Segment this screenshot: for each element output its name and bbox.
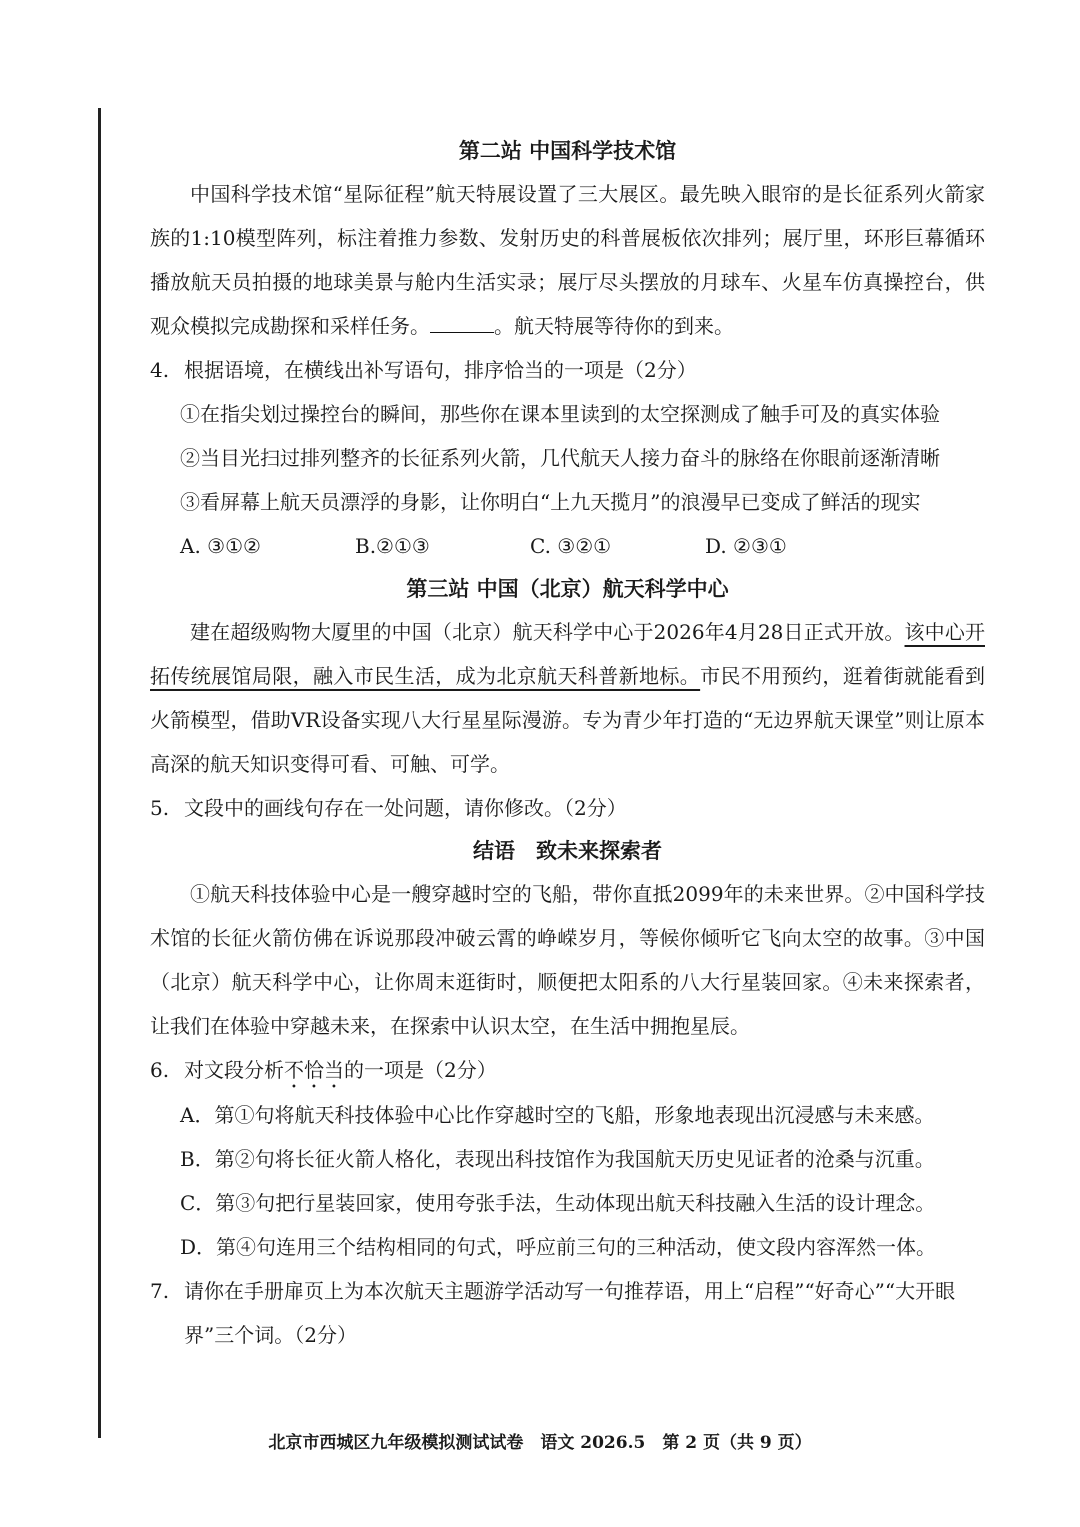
question-7	[150, 1269, 985, 1357]
q4-item-2: ②当目光扫过排列整齐的长征系列火箭，几代航天人接力奋斗的脉络在你眼前逐渐清晰	[180, 446, 940, 470]
station3-text-end: 市民不用预约，逛着街就能看到火箭模型，借助VR设备实现八大行星星际漫游。专为青少年打造的“无边界航天课堂”则让原本高深的航天知识变得可看、可触、可学。	[150, 664, 985, 776]
binding-margin-line	[98, 108, 101, 1438]
underlined-sentence: 该中心开拓传统展馆局限，融入市民生活，成为北京航天科普新地标。	[150, 620, 985, 688]
station3-heading: 第三站 中国（北京）航天科学中心	[406, 577, 729, 601]
emphasis-not-appropriate: 不恰当	[284, 1058, 344, 1082]
choice-c[interactable]: C. ③②①	[530, 534, 612, 558]
question-4	[150, 348, 985, 392]
conclusion-paragraph: ①航天科技体验中心是一艘穿越时空的飞船，带你直抵2099年的未来世界。②中国科学技术馆的长征火箭仿佛在诉说那段冲破云霄的峥嵘岁月，等候你倾听它飞向太空的故事。③中国（北京）航天科学中心，让你周末逛街时，顺便把太阳系的八大行星装回家。④未来探索者，让我们在体验中穿越未来，在探索中认识太空，在生活中拥抱星辰。	[150, 882, 985, 1038]
question-stem-end: 的一项是（2分）	[344, 1058, 497, 1082]
question-number: 5.	[150, 796, 170, 820]
question-stem: 对文段分析	[184, 1058, 284, 1082]
question-number: 4.	[150, 358, 170, 382]
q4-choices	[150, 524, 985, 568]
station3-paragraph	[150, 610, 985, 786]
choice-d[interactable]: D. ②③①	[705, 534, 787, 558]
conclusion-heading: 结语 致未来探索者	[473, 839, 662, 863]
station2-text-end: 。航天特展等待你的到来。	[494, 314, 734, 338]
q4-item-3: ③看屏幕上航天员漂浮的身影，让你明白“上九天揽月”的浪漫早已变成了鲜活的现实	[180, 490, 921, 514]
choice-b[interactable]: B.②①③	[355, 534, 430, 558]
question-stem: 文段中的画线句存在一处问题，请你修改。（2分）	[184, 796, 627, 820]
answer-blank[interactable]	[430, 312, 494, 333]
question-number: 6.	[150, 1058, 170, 1082]
q6-option-d[interactable]: D．第④句连用三个结构相同的句式，呼应前三句的三种活动，使文段内容浑然一体。	[180, 1235, 937, 1259]
page-footer: 北京市西城区九年级模拟测试试卷 语文 2026.5 第 2 页（共 9 页）	[268, 1433, 812, 1453]
q4-item-1: ①在指尖划过操控台的瞬间，那些你在课本里读到的太空探测成了触手可及的真实体验	[180, 402, 940, 426]
station2-heading: 第二站 中国科学技术馆	[458, 139, 677, 163]
question-6	[150, 1048, 985, 1093]
q6-option-b[interactable]: B．第②句将长征火箭人格化，表现出科技馆作为我国航天历史见证者的沧桑与沉重。	[180, 1147, 935, 1171]
question-5	[150, 786, 985, 830]
q6-option-c[interactable]: C．第③句把行星装回家，使用夸张手法，生动体现出航天科技融入生活的设计理念。	[180, 1191, 936, 1215]
question-stem: 请你在手册扉页上为本次航天主题游学活动写一句推荐语，用上“启程”“好奇心”“大开眼界”三个词。（2分）	[184, 1279, 956, 1347]
station2-text: 中国科学技术馆“星际征程”航天特展设置了三大展区。最先映入眼帘的是长征系列火箭家族的1:10模型阵列，标注着推力参数、发射历史的科普展板依次排列；展厅里，环形巨幕循环播放航天员拍摄的地球美景与舱内生活实录；展厅尽头摆放的月球车、火星车仿真操控台，供观众模拟完成勘探和采样任务。	[150, 182, 985, 338]
station2-paragraph	[150, 172, 985, 348]
question-stem: 根据语境，在横线出补写语句，排序恰当的一项是（2分）	[184, 358, 697, 382]
exam-page	[150, 130, 985, 1357]
q6-option-a[interactable]: A．第①句将航天科技体验中心比作穿越时空的飞船，形象地表现出沉浸感与未来感。	[180, 1103, 935, 1127]
station3-text: 建在超级购物大厦里的中国（北京）航天科学中心于2026年4月28日正式开放。	[190, 620, 905, 644]
choice-a[interactable]: A. ③①②	[180, 534, 261, 558]
question-number: 7.	[150, 1279, 170, 1303]
